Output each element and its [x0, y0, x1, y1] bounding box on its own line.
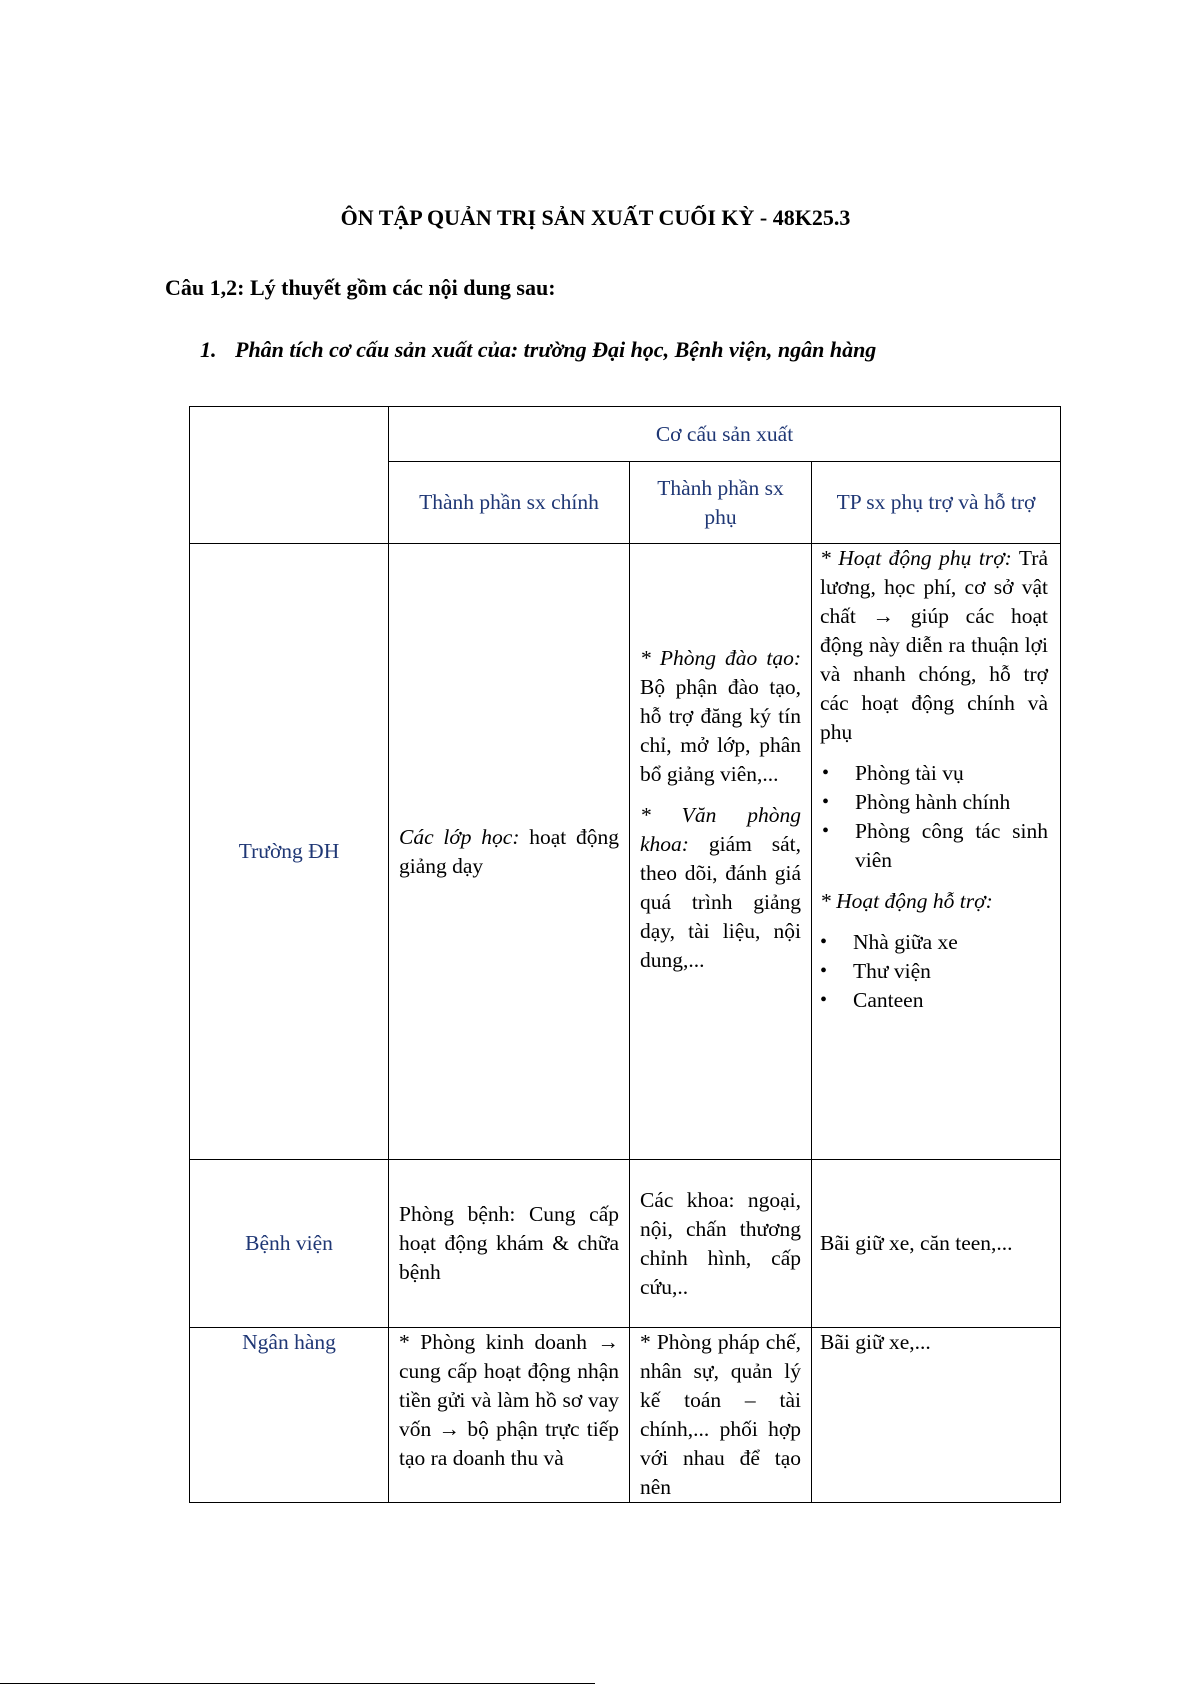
section-heading: Câu 1,2: Lý thuyết gồm các nội dung sau:: [165, 275, 556, 300]
university-support-heading: [820, 887, 1048, 916]
col-header-support: TP sx phụ trợ và hỗ trợ: [812, 462, 1061, 544]
list-item: • Phòng tài vụ: [822, 759, 1048, 788]
table-row: [190, 1328, 1061, 1503]
group-header: Cơ cấu sản xuất: [389, 407, 1061, 462]
table-row: [190, 544, 1061, 1160]
list-item: • Phòng hành chính: [822, 788, 1048, 817]
university-secondary-2-italic: * Văn phòng khoa:: [640, 803, 801, 856]
production-structure-table: [189, 406, 1061, 1503]
bank-main-2: cung cấp hoạt động nhận tiền gửi và làm hồ sơ vay vốn: [399, 1359, 619, 1441]
arrow-icon: →: [872, 604, 895, 628]
university-main-cell: [389, 544, 630, 1160]
university-secondary-1: [640, 644, 801, 789]
university-secondary-2-text: giám sát, theo dõi, đánh giá quá trình giảng dạy, tài liệu, nội dung,...: [640, 832, 802, 972]
university-secondary-1-text: Bộ phận đào tạo, hỗ trợ đăng ký tín chỉ, mở lớp, phân bổ giảng viên,...: [640, 675, 801, 786]
university-aux-text: Trả lương, học phí, cơ sở vật chất: [820, 546, 1049, 628]
university-main-text: [399, 823, 619, 881]
university-secondary-1-italic: * Phòng đào tạo:: [640, 646, 801, 670]
list-item: • Phòng công tác sinh viên: [822, 817, 1048, 875]
hospital-secondary-cell: Các khoa: ngoại, nội, chấn thương chỉnh hình, cấp cứu,..: [630, 1160, 812, 1328]
university-support-cell: [812, 544, 1061, 1160]
list-item: • Thư viện: [820, 957, 1048, 986]
university-support-heading-text: * Hoạt động hỗ trợ:: [820, 889, 993, 913]
list-item: • Canteen: [820, 986, 1048, 1015]
table-row: [190, 1160, 1061, 1328]
row-label-bank: Ngân hàng: [190, 1328, 389, 1503]
footnote-separator: [0, 1683, 595, 1684]
university-main-italic: Các lớp học:: [399, 824, 520, 849]
question-text: Phân tích cơ cấu sản xuất của: trường Đại học, Bệnh viện, ngân hàng: [235, 337, 877, 362]
arrow-icon: →: [438, 1417, 461, 1441]
bank-main-3: bộ phận trực tiếp tạo ra doanh thu và: [399, 1417, 619, 1470]
bank-secondary-cell: * Phòng pháp chế, nhân sự, quản lý kế toán – tài chính,... phối hợp với nhau để tạo nên: [630, 1328, 812, 1503]
university-aux-list: [820, 759, 1048, 875]
col-header-main: Thành phần sx chính: [389, 462, 630, 544]
bank-main-cell: [389, 1328, 630, 1503]
university-aux-heading: * Hoạt động phụ trợ:: [820, 546, 1012, 570]
university-support-list: [820, 928, 1048, 1015]
university-secondary-cell: [630, 544, 812, 1160]
row-label-hospital: Bệnh viện: [190, 1160, 389, 1328]
university-main-desc: hoạt động giảng dạy: [399, 824, 619, 878]
university-aux-paragraph: [820, 544, 1048, 747]
university-aux-text-2: giúp các hoạt động này diễn ra thuận lợi và nhanh chóng, hỗ trợ các hoạt động chính và phụ: [820, 604, 1049, 744]
question-heading: [200, 337, 876, 363]
hospital-main-cell: Phòng bệnh: Cung cấp hoạt động khám & chữa bệnh: [389, 1160, 630, 1328]
document-title: ÔN TẬP QUẢN TRỊ SẢN XUẤT CUỐI KỲ - 48K25.3: [340, 205, 851, 230]
col-header-secondary: Thành phần sx phụ: [630, 462, 812, 544]
list-item: • Nhà giữa xe: [820, 928, 1048, 957]
bank-support-cell: Bãi giữ xe,...: [812, 1328, 1061, 1503]
bank-main-1: * Phòng kinh doanh: [399, 1330, 587, 1354]
row-label-university: Trường ĐH: [190, 544, 389, 1160]
university-secondary-2: [640, 801, 801, 975]
arrow-icon: →: [597, 1330, 620, 1354]
hospital-support-cell: Bãi giữ xe, căn teen,...: [812, 1160, 1061, 1328]
question-number: 1.: [200, 337, 217, 362]
table-corner-cell: [190, 407, 389, 544]
